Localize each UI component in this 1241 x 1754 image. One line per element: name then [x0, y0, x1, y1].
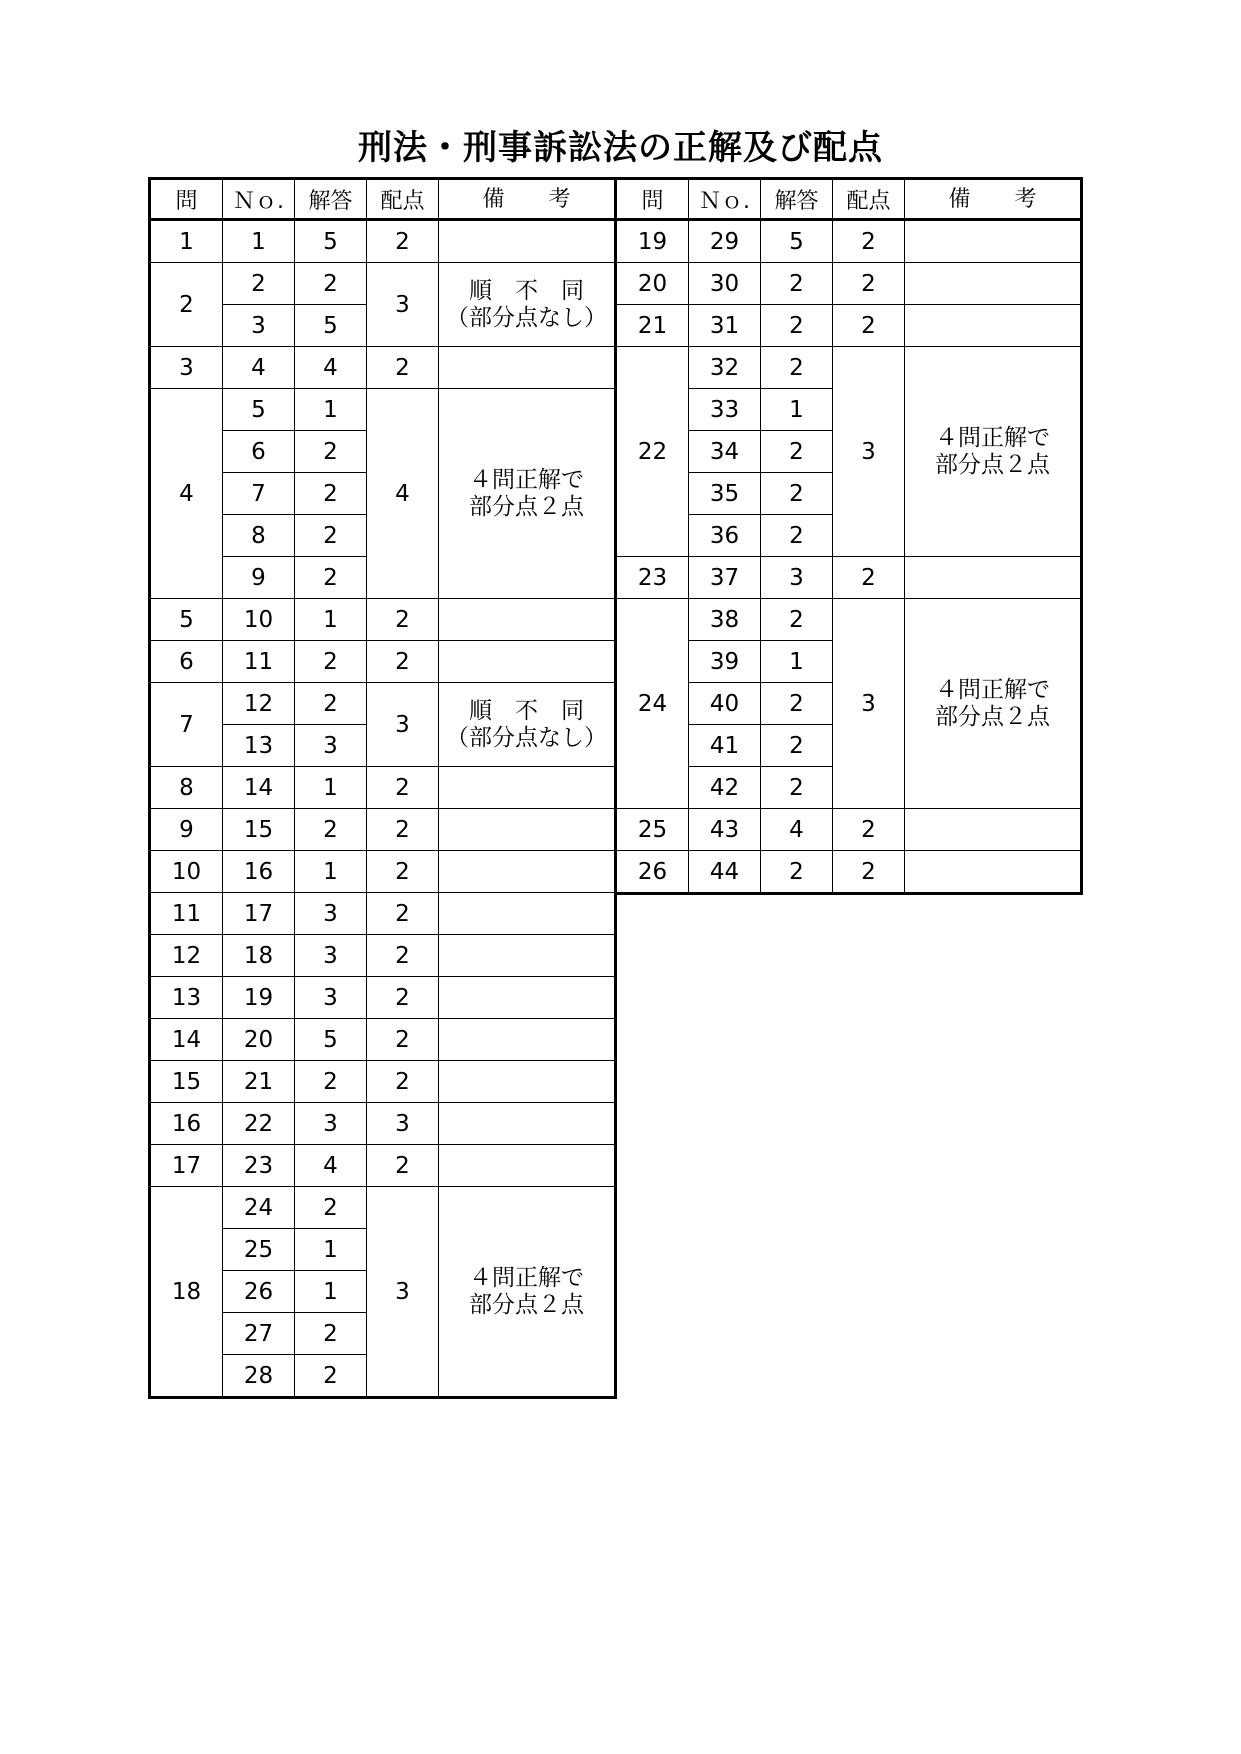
question-cell: 17 [150, 1145, 223, 1187]
answer-cell: 2 [761, 431, 833, 473]
answer-cell: 1 [761, 389, 833, 431]
points-cell: 2 [367, 220, 439, 263]
answer-cell: 2 [761, 767, 833, 809]
answer-cell: 2 [295, 473, 367, 515]
table-row [616, 347, 1082, 389]
question-cell: 16 [150, 1103, 223, 1145]
remarks-cell [439, 1019, 616, 1061]
remarks-cell [905, 599, 1082, 809]
table-row [150, 767, 616, 809]
points-cell: 3 [367, 1103, 439, 1145]
remark-no-partial: （部分点なし） [446, 724, 607, 751]
answer-cell: 2 [761, 347, 833, 389]
table-row [616, 851, 1082, 894]
question-cell: 3 [150, 347, 223, 389]
points-cell: 4 [367, 389, 439, 599]
number-cell: 27 [223, 1313, 295, 1355]
number-cell: 41 [689, 725, 761, 767]
answer-cell: 2 [295, 1313, 367, 1355]
points-cell: 2 [367, 1019, 439, 1061]
remarks-cell [905, 809, 1082, 851]
question-cell: 5 [150, 599, 223, 641]
question-cell: 26 [616, 851, 689, 894]
number-cell: 19 [223, 977, 295, 1019]
question-cell: 15 [150, 1061, 223, 1103]
question-cell: 14 [150, 1019, 223, 1061]
number-cell: 33 [689, 389, 761, 431]
table-row [150, 389, 616, 431]
header-row [616, 179, 1082, 220]
header-row [150, 179, 616, 220]
answer-cell: 5 [295, 1019, 367, 1061]
number-cell: 25 [223, 1229, 295, 1271]
answer-cell: 2 [761, 725, 833, 767]
number-cell: 6 [223, 431, 295, 473]
points-cell: 2 [833, 220, 905, 263]
answer-cell: 2 [295, 1355, 367, 1398]
points-cell: 3 [833, 347, 905, 557]
remarks-cell [439, 599, 616, 641]
number-cell: 38 [689, 599, 761, 641]
points-cell: 2 [833, 263, 905, 305]
header-points: 配点 [833, 179, 905, 220]
table-row [616, 809, 1082, 851]
remark-no-partial: （部分点なし） [446, 304, 607, 331]
remarks-cell [439, 893, 616, 935]
remarks-cell [905, 557, 1082, 599]
number-cell: 24 [223, 1187, 295, 1229]
answer-cell: 1 [295, 851, 367, 893]
question-cell: 20 [616, 263, 689, 305]
number-cell: 22 [223, 1103, 295, 1145]
question-cell: 13 [150, 977, 223, 1019]
points-cell: 3 [833, 599, 905, 809]
points-cell: 2 [833, 809, 905, 851]
answer-cell: 2 [295, 263, 367, 305]
remark-order-free: 順 不 同 [469, 277, 584, 304]
table-row [150, 893, 616, 935]
points-cell: 2 [367, 935, 439, 977]
table-row [616, 599, 1082, 641]
number-cell: 18 [223, 935, 295, 977]
answer-table-left [148, 177, 617, 1399]
answer-cell: 1 [295, 1271, 367, 1313]
answer-cell: 1 [295, 599, 367, 641]
number-cell: 1 [223, 220, 295, 263]
number-cell: 4 [223, 347, 295, 389]
question-cell: 12 [150, 935, 223, 977]
remark-partial-points: 部分点２点 [469, 1291, 584, 1318]
table-row [616, 557, 1082, 599]
points-cell: 2 [367, 809, 439, 851]
table-row [150, 683, 616, 725]
header-points: 配点 [367, 179, 439, 220]
header-number: Ｎｏ. [689, 179, 761, 220]
number-cell: 10 [223, 599, 295, 641]
points-cell: 2 [367, 347, 439, 389]
question-cell: 18 [150, 1187, 223, 1398]
points-cell: 2 [367, 893, 439, 935]
question-cell: 23 [616, 557, 689, 599]
remark-four-correct: ４問正解で [935, 424, 1050, 451]
answer-cell: 5 [761, 220, 833, 263]
number-cell: 20 [223, 1019, 295, 1061]
answer-cell: 2 [761, 851, 833, 894]
question-cell: 22 [616, 347, 689, 557]
number-cell: 21 [223, 1061, 295, 1103]
table-body-right [616, 220, 1082, 894]
remarks-cell [439, 683, 616, 767]
points-cell: 2 [833, 305, 905, 347]
table-row [150, 641, 616, 683]
remarks-cell [439, 263, 616, 347]
table-row [150, 935, 616, 977]
answer-cell: 3 [295, 1103, 367, 1145]
remarks-cell [905, 347, 1082, 557]
header-question: 問 [150, 179, 223, 220]
number-cell: 39 [689, 641, 761, 683]
answer-cell: 2 [295, 809, 367, 851]
remarks-cell [439, 641, 616, 683]
remarks-cell [439, 220, 616, 263]
answer-cell: 3 [295, 725, 367, 767]
number-cell: 2 [223, 263, 295, 305]
number-cell: 29 [689, 220, 761, 263]
header-answer: 解答 [761, 179, 833, 220]
table-row [616, 305, 1082, 347]
table-row [150, 599, 616, 641]
remark-order-free: 順 不 同 [469, 697, 584, 724]
answer-cell: 3 [761, 557, 833, 599]
remark-partial-points: 部分点２点 [935, 451, 1050, 478]
answer-cell: 4 [295, 1145, 367, 1187]
number-cell: 35 [689, 473, 761, 515]
page-title: 刑法・刑事訴訟法の正解及び配点 [358, 128, 883, 168]
answer-cell: 2 [295, 431, 367, 473]
question-cell: 10 [150, 851, 223, 893]
number-cell: 23 [223, 1145, 295, 1187]
question-cell: 24 [616, 599, 689, 809]
points-cell: 2 [367, 1061, 439, 1103]
answer-cell: 2 [761, 515, 833, 557]
remarks-cell [439, 347, 616, 389]
points-cell: 2 [367, 1145, 439, 1187]
remarks-cell [439, 851, 616, 893]
table-row [616, 263, 1082, 305]
remarks-cell [905, 851, 1082, 894]
remark-partial-points: 部分点２点 [469, 493, 584, 520]
number-cell: 32 [689, 347, 761, 389]
answer-cell: 4 [761, 809, 833, 851]
number-cell: 44 [689, 851, 761, 894]
answer-cell: 3 [295, 977, 367, 1019]
answer-table-right [614, 177, 1083, 895]
number-cell: 15 [223, 809, 295, 851]
table-row [616, 220, 1082, 263]
answer-cell: 1 [295, 389, 367, 431]
number-cell: 40 [689, 683, 761, 725]
table-row [150, 1019, 616, 1061]
remarks-cell [439, 1103, 616, 1145]
number-cell: 13 [223, 725, 295, 767]
question-cell: 19 [616, 220, 689, 263]
question-cell: 11 [150, 893, 223, 935]
number-cell: 26 [223, 1271, 295, 1313]
question-cell: 8 [150, 767, 223, 809]
number-cell: 37 [689, 557, 761, 599]
answer-cell: 2 [295, 641, 367, 683]
answer-cell: 5 [295, 220, 367, 263]
table-row [150, 1103, 616, 1145]
answer-cell: 2 [761, 599, 833, 641]
points-cell: 2 [367, 851, 439, 893]
remarks-cell [439, 935, 616, 977]
number-cell: 42 [689, 767, 761, 809]
points-cell: 2 [367, 767, 439, 809]
answer-cell: 2 [761, 473, 833, 515]
answer-cell: 2 [295, 683, 367, 725]
number-cell: 17 [223, 893, 295, 935]
answer-cell: 3 [295, 893, 367, 935]
remarks-cell [905, 305, 1082, 347]
answer-cell: 2 [295, 557, 367, 599]
remarks-cell [439, 809, 616, 851]
number-cell: 31 [689, 305, 761, 347]
number-cell: 14 [223, 767, 295, 809]
question-cell: 6 [150, 641, 223, 683]
answer-cell: 2 [761, 683, 833, 725]
table-row [150, 263, 616, 305]
table-body-left [150, 220, 616, 1398]
remark-four-correct: ４問正解で [469, 466, 584, 493]
remark-partial-points: 部分点２点 [935, 703, 1050, 730]
number-cell: 16 [223, 851, 295, 893]
remark-four-correct: ４問正解で [935, 676, 1050, 703]
question-cell: 7 [150, 683, 223, 767]
remarks-cell [439, 389, 616, 599]
number-cell: 3 [223, 305, 295, 347]
number-cell: 30 [689, 263, 761, 305]
number-cell: 7 [223, 473, 295, 515]
number-cell: 36 [689, 515, 761, 557]
number-cell: 43 [689, 809, 761, 851]
answer-cell: 1 [295, 1229, 367, 1271]
question-cell: 1 [150, 220, 223, 263]
table-row [150, 1145, 616, 1187]
answer-cell: 5 [295, 305, 367, 347]
table-row [150, 977, 616, 1019]
remarks-cell [439, 1187, 616, 1398]
answer-cell: 2 [761, 263, 833, 305]
question-cell: 4 [150, 389, 223, 599]
table-row [150, 851, 616, 893]
answer-cell: 3 [295, 935, 367, 977]
points-cell: 3 [367, 263, 439, 347]
number-cell: 11 [223, 641, 295, 683]
table-row [150, 1187, 616, 1229]
table-row [150, 1061, 616, 1103]
answer-cell: 2 [295, 1187, 367, 1229]
points-cell: 2 [367, 599, 439, 641]
header-remarks: 備 考 [439, 179, 616, 220]
answer-cell: 2 [761, 305, 833, 347]
header-question: 問 [616, 179, 689, 220]
points-cell: 2 [367, 977, 439, 1019]
remarks-cell [439, 1061, 616, 1103]
number-cell: 28 [223, 1355, 295, 1398]
remarks-cell [439, 977, 616, 1019]
remarks-cell [439, 767, 616, 809]
header-number: Ｎｏ. [223, 179, 295, 220]
number-cell: 34 [689, 431, 761, 473]
remarks-cell [905, 263, 1082, 305]
header-remarks: 備 考 [905, 179, 1082, 220]
header-answer: 解答 [295, 179, 367, 220]
answer-cell: 1 [761, 641, 833, 683]
question-cell: 25 [616, 809, 689, 851]
question-cell: 9 [150, 809, 223, 851]
answer-cell: 2 [295, 1061, 367, 1103]
number-cell: 8 [223, 515, 295, 557]
points-cell: 2 [367, 641, 439, 683]
number-cell: 5 [223, 389, 295, 431]
remark-four-correct: ４問正解で [469, 1264, 584, 1291]
points-cell: 3 [367, 1187, 439, 1398]
number-cell: 9 [223, 557, 295, 599]
question-cell: 21 [616, 305, 689, 347]
table-row [150, 220, 616, 263]
answer-cell: 4 [295, 347, 367, 389]
question-cell: 2 [150, 263, 223, 347]
points-cell: 2 [833, 557, 905, 599]
answer-cell: 1 [295, 767, 367, 809]
table-row [150, 347, 616, 389]
table-row [150, 809, 616, 851]
points-cell: 2 [833, 851, 905, 894]
remarks-cell [905, 220, 1082, 263]
remarks-cell [439, 1145, 616, 1187]
points-cell: 3 [367, 683, 439, 767]
number-cell: 12 [223, 683, 295, 725]
answer-cell: 2 [295, 515, 367, 557]
